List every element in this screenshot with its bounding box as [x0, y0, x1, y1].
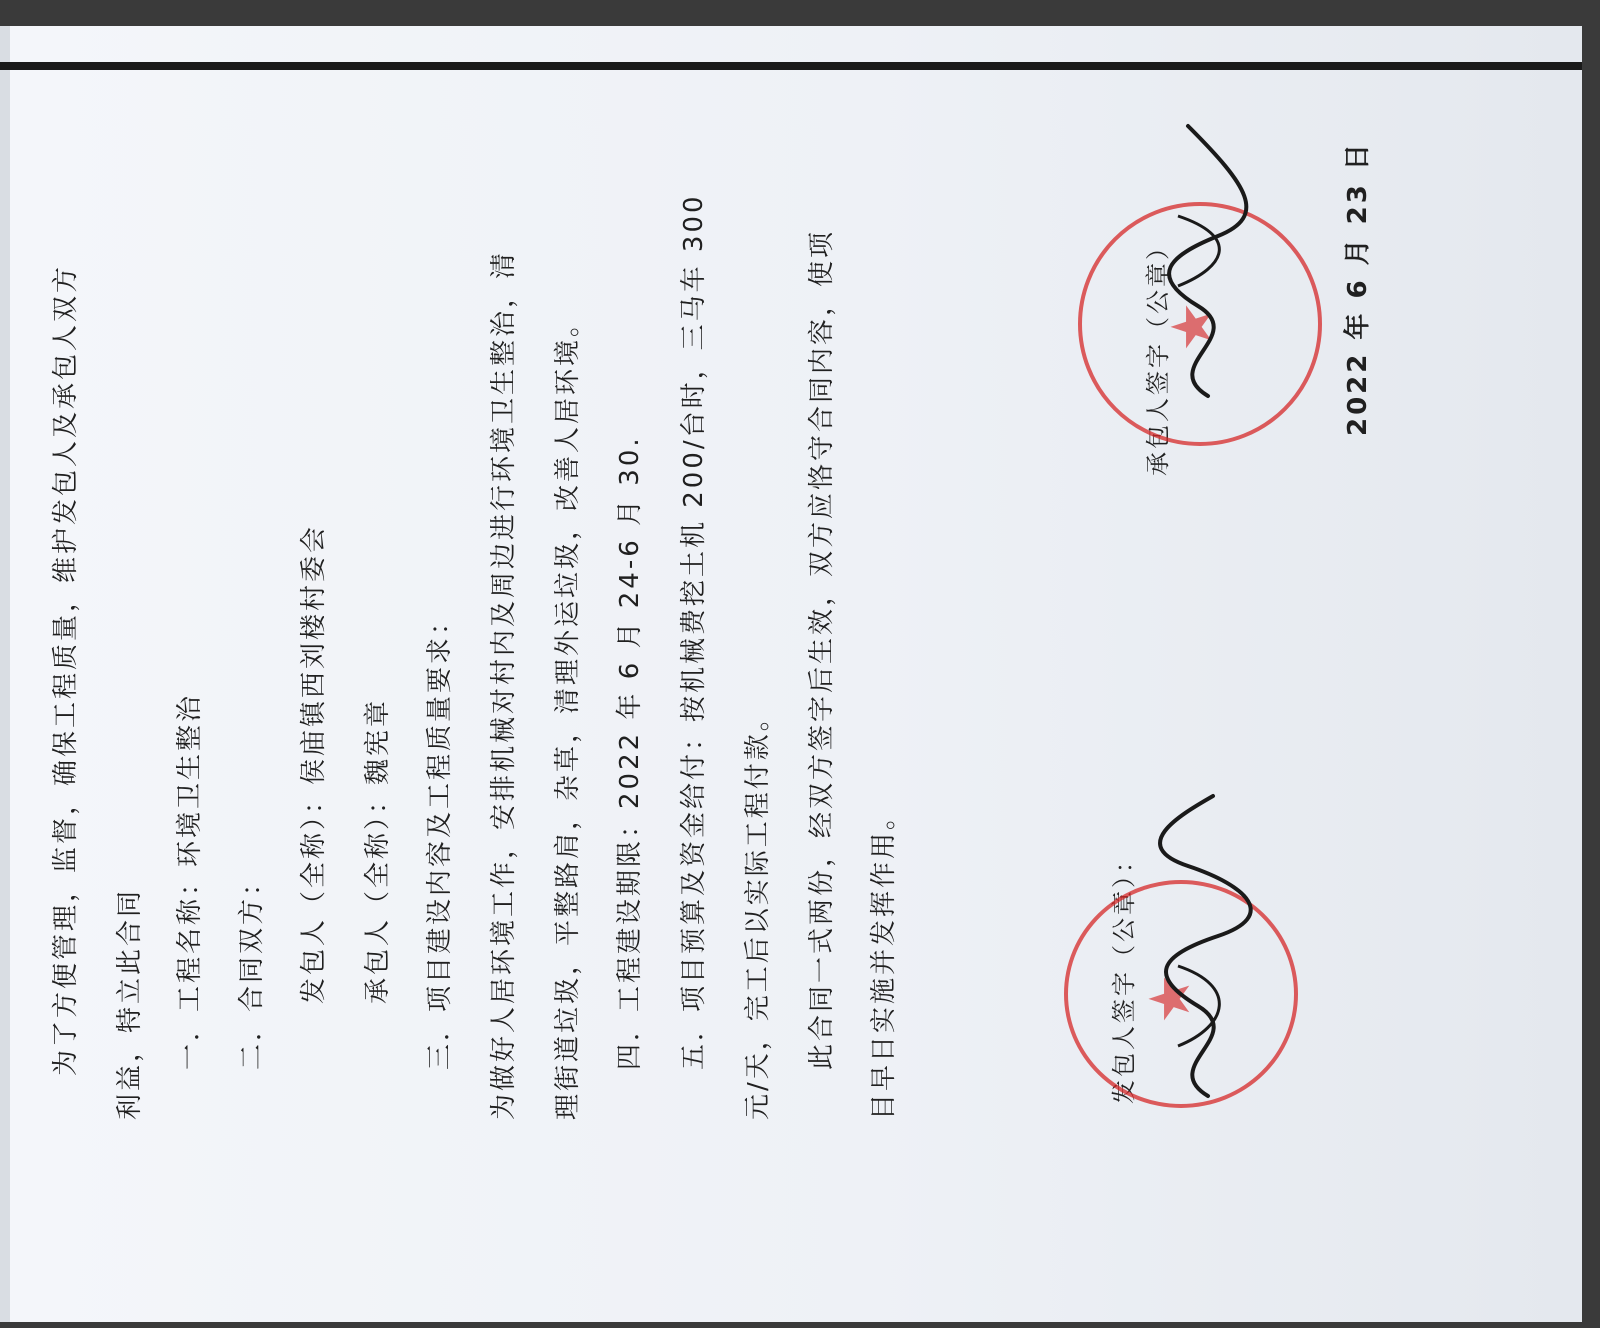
- validity-clause: 此合同一式两份，经双方签字后生效，双方应恪守合同内容，使项: [807, 228, 837, 1070]
- validity-clause-cont: 目早日实施并发挥作用。: [869, 800, 899, 1120]
- contract-body: [28, 141, 1528, 1126]
- construction-period: 四．工程建设期限：2022 年 6 月 24-6 月 30.: [615, 435, 645, 1070]
- page-edge: [0, 26, 10, 1322]
- scope-heading: 三．项目建设内容及工程质量要求：: [425, 605, 455, 1070]
- paragraph-intro: 为了方便管理，监督，确保工程质量，维护发包人及承包人双方: [51, 263, 81, 1076]
- employer-signature: [1138, 786, 1278, 1106]
- budget-payment-cont: 元/天，完工后以实际工程付款。: [743, 702, 773, 1120]
- top-divider: [0, 62, 1582, 70]
- contract-date: 2022 年 6 月 23 日: [1343, 141, 1373, 436]
- scope-text-1: 为做好人居环境工作，安排机械对村内及周边进行环境卫生整治，清: [489, 249, 519, 1120]
- budget-payment: 五．项目预算及资金给付：按机械费挖土机 200/台时，三马车 300: [679, 193, 709, 1070]
- seal-star-icon: ★: [1160, 301, 1225, 352]
- scope-text-2: 理街道垃圾，平整路肩，杂草，清理外运垃圾，改善人居环境。: [553, 307, 583, 1120]
- seal-star-icon: ★: [1138, 973, 1203, 1024]
- contractor: 承包人（全称）：魏宪章: [363, 697, 393, 1004]
- paragraph-intro-cont: 利益，特立此合同: [115, 887, 145, 1120]
- project-name: 一．工程名称：环境卫生整治: [175, 692, 205, 1070]
- contractor-signature: [1148, 116, 1278, 406]
- employer: 发包人（全称）：侯庙镇西刘楼村委会: [299, 523, 329, 1004]
- employer-sign-label: 发包人签字（公章）：: [1110, 846, 1138, 1104]
- document-page: [0, 26, 1582, 1322]
- contract-parties: 二．合同双方：: [237, 866, 267, 1070]
- contractor-sign-label: 承包人签字（公章）: [1144, 233, 1172, 476]
